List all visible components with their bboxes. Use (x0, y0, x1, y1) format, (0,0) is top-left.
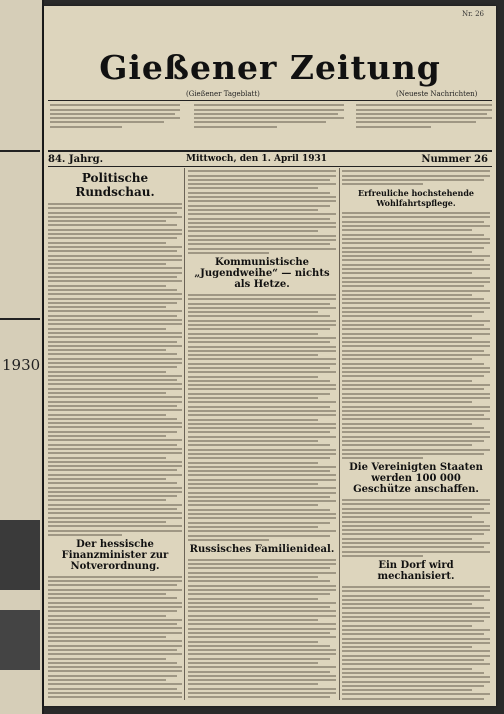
article-body (188, 294, 336, 541)
article-heading-hessische: Der hessische Finanzminister zur Notverordnung. (61, 538, 169, 572)
article-body (48, 203, 182, 536)
column-2 (188, 168, 336, 700)
article-heading-wohlfahrt: Erfreuliche hochstehende Wohlfahrtspflege. (357, 188, 475, 209)
column-separator (184, 168, 185, 700)
strip-ad-block (0, 610, 40, 670)
masthead-subtitle-left: (Gießener Tageblatt) (186, 90, 260, 98)
article-body (48, 576, 182, 700)
article-heading-mechanisiert: Ein Dorf wird mechanisiert. (377, 559, 455, 582)
strip-year-fragment: 1930 (2, 356, 41, 374)
column-3 (342, 168, 490, 700)
publisher-info (194, 102, 344, 144)
page-number: Nr. 26 (461, 10, 484, 18)
newspaper-page (44, 6, 496, 706)
strip-rule (0, 150, 40, 152)
dateline-rule-bottom (48, 166, 492, 167)
article-body (342, 499, 490, 557)
article-body (342, 170, 490, 185)
masthead-title: Gießener Zeitung (99, 48, 441, 87)
article-body (188, 170, 336, 254)
article-heading-russisches: Russisches Familienideal. (189, 543, 335, 555)
issue-date: Mittwoch, den 1. April 1931 (186, 154, 327, 164)
volume-year: 84. Jahrg. (48, 154, 104, 165)
strip-rule (0, 318, 40, 320)
article-heading-kommunistische: Kommunistische „Jugendweihe“ — nichts als Hetze. (194, 256, 330, 290)
article-body (342, 212, 490, 459)
article-body (188, 559, 336, 700)
subscription-info (50, 102, 180, 144)
issue-number: Nummer 26 (421, 154, 488, 165)
advertising-info (356, 102, 492, 144)
header-rule (48, 100, 492, 101)
strip-ad-block (0, 520, 40, 590)
masthead-subtitle-right: (Neueste Nachrichten) (396, 90, 478, 98)
article-body (342, 586, 490, 700)
column-separator (339, 168, 340, 700)
article-heading-politische: Politische Rundschau. (75, 171, 155, 199)
article-heading-staaten: Die Vereinigten Staaten werden 100 000 Geschütze anschaffen. (349, 462, 483, 496)
column-1 (48, 168, 182, 700)
dateline-rule-top (48, 150, 492, 152)
adjacent-page-strip (0, 0, 44, 714)
